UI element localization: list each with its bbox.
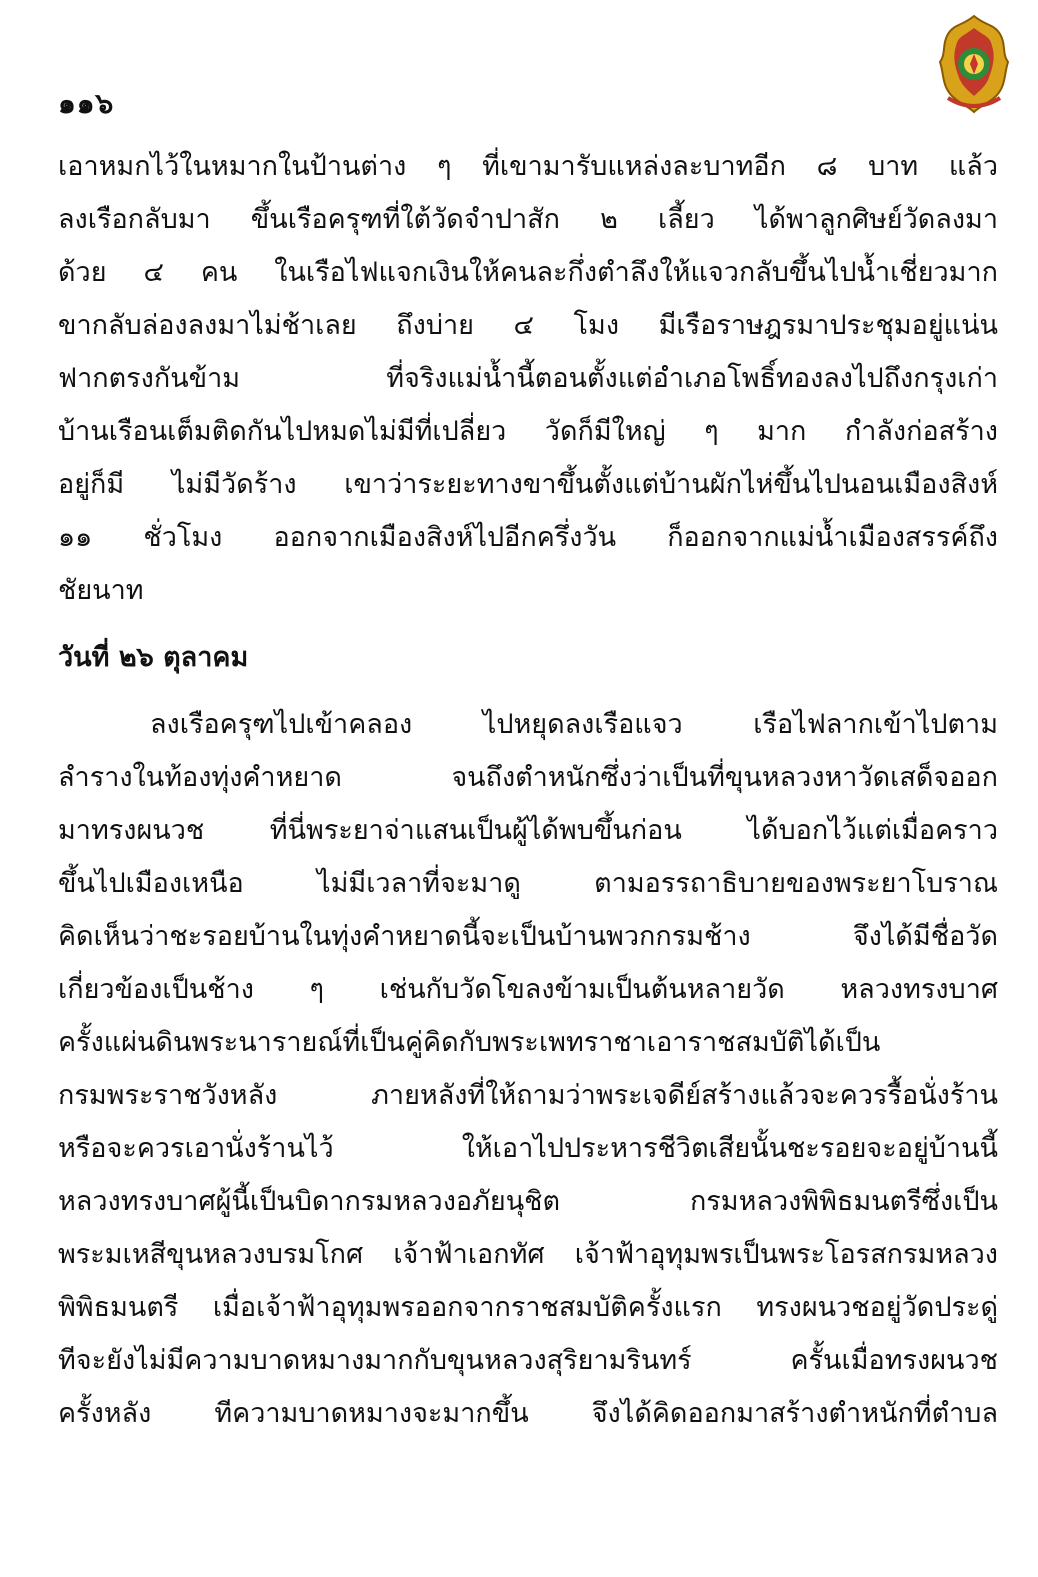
text-line: หลวงทรงบาศผู้นี้เป็นบิดากรมหลวงอภัยนุชิต กรมหลวงพิพิธมนตรีซึ่งเป็น bbox=[58, 1186, 998, 1217]
page-number: ๑๑๖ bbox=[58, 87, 115, 120]
text-line: ด้วย ๔ คน ในเรือไฟแจกเงินให้คนละกึ่งตำลึงให้แจวกลับขึ้นไปน้ำเชี่ยวมาก bbox=[58, 257, 998, 288]
date-heading: วันที่ ๒๖ ตุลาคม bbox=[58, 642, 249, 673]
text-line: กรมพระราชวังหลัง ภายหลังที่ให้ถามว่าพระเจดีย์สร้างแล้วจะควรรื้อนั่งร้าน bbox=[58, 1080, 998, 1111]
text-line: ลงเรือครุฑไปเข้าคลอง ไปหยุดลงเรือแจว เรือไฟลากเข้าไปตาม bbox=[150, 709, 998, 740]
body-text bbox=[58, 140, 998, 1440]
text-line: ครั้งหลัง ทีความบาดหมางจะมากขึ้น จึงได้คิดออกมาสร้างตำหนักที่ตำบล bbox=[58, 1398, 998, 1429]
text-line: อยู่ก็มี ไม่มีวัดร้าง เขาว่าระยะทางขาขึ้นตั้งแต่บ้านผักไห่ขึ้นไปนอนเมืองสิงห์ bbox=[58, 469, 998, 500]
paragraph-2 bbox=[58, 698, 998, 1440]
text-line: ขากลับล่องลงมาไม่ช้าเลย ถึงบ่าย ๔ โมง มีเรือราษฎรมาประชุมอยู่แน่น bbox=[58, 310, 998, 341]
text-line: ชัยนาท bbox=[58, 575, 144, 606]
text-line: ลำรางในท้องทุ่งคำหยาด จนถึงตำหนักซึ่งว่าเป็นที่ขุนหลวงหาวัดเสด็จออก bbox=[58, 762, 998, 793]
text-line: ทีจะยังไม่มีความบาดหมางมากกับขุนหลวงสุริยามรินทร์ ครั้นเมื่อทรงผนวช bbox=[58, 1345, 998, 1376]
text-line: ครั้งแผ่นดินพระนารายณ์ที่เป็นคู่คิดกับพระเพทราชาเอาราชสมบัติได้เป็น bbox=[58, 1027, 881, 1058]
text-line: เกี่ยวข้องเป็นช้าง ๆ เช่นกับวัดโขลงข้ามเป็นต้นหลายวัด หลวงทรงบาศ bbox=[58, 974, 998, 1005]
text-line: ฟากตรงกันข้าม ที่จริงแม่น้ำนี้ตอนตั้งแต่อำเภอโพธิ์ทองลงไปถึงกรุงเก่า bbox=[58, 363, 998, 394]
text-line: บ้านเรือนเต็มติดกันไปหมดไม่มีที่เปลี่ยว วัดก็มีใหญ่ ๆ มาก กำลังก่อสร้าง bbox=[58, 416, 998, 447]
text-line: คิดเห็นว่าชะรอยบ้านในทุ่งคำหยาดนี้จะเป็นบ้านพวกกรมช้าง จึงได้มีชื่อวัด bbox=[58, 921, 998, 952]
education-ministry-emblem-icon bbox=[934, 14, 1014, 114]
paragraph-1 bbox=[58, 140, 998, 617]
text-line: มาทรงผนวช ที่นี่พระยาจ่าแสนเป็นผู้ได้พบขึ้นก่อน ได้บอกไว้แต่เมื่อคราว bbox=[58, 815, 998, 846]
text-line: พิพิธมนตรี เมื่อเจ้าฟ้าอุทุมพรออกจากราชสมบัติครั้งแรก ทรงผนวชอยู่วัดประดู่ bbox=[58, 1292, 998, 1323]
text-line: เอาหมกไว้ในหมากในป้านต่าง ๆ ที่เขามารับแหล่งละบาทอีก ๘ บาท แล้ว bbox=[58, 151, 998, 182]
text-line: ลงเรือกลับมา ขึ้นเรือครุฑที่ใต้วัดจำปาสัก ๒ เลี้ยว ได้พาลูกศิษย์วัดลงมา bbox=[58, 204, 998, 235]
text-line: ขึ้นไปเมืองเหนือ ไม่มีเวลาที่จะมาดู ตามอรรถาธิบายของพระยาโบราณ bbox=[58, 868, 998, 899]
text-line: หรือจะควรเอานั่งร้านไว้ ให้เอาไปประหารชีวิตเสียนั้นชะรอยจะอยู่บ้านนี้ bbox=[58, 1133, 998, 1164]
text-line: พระมเหสีขุนหลวงบรมโกศ เจ้าฟ้าเอกทัศ เจ้าฟ้าอุทุมพรเป็นพระโอรสกรมหลวง bbox=[58, 1239, 998, 1270]
text-line: ๑๑ ชั่วโมง ออกจากเมืองสิงห์ไปอีกครึ่งวัน ก็ออกจากแม่น้ำเมืองสรรค์ถึง bbox=[58, 522, 998, 553]
